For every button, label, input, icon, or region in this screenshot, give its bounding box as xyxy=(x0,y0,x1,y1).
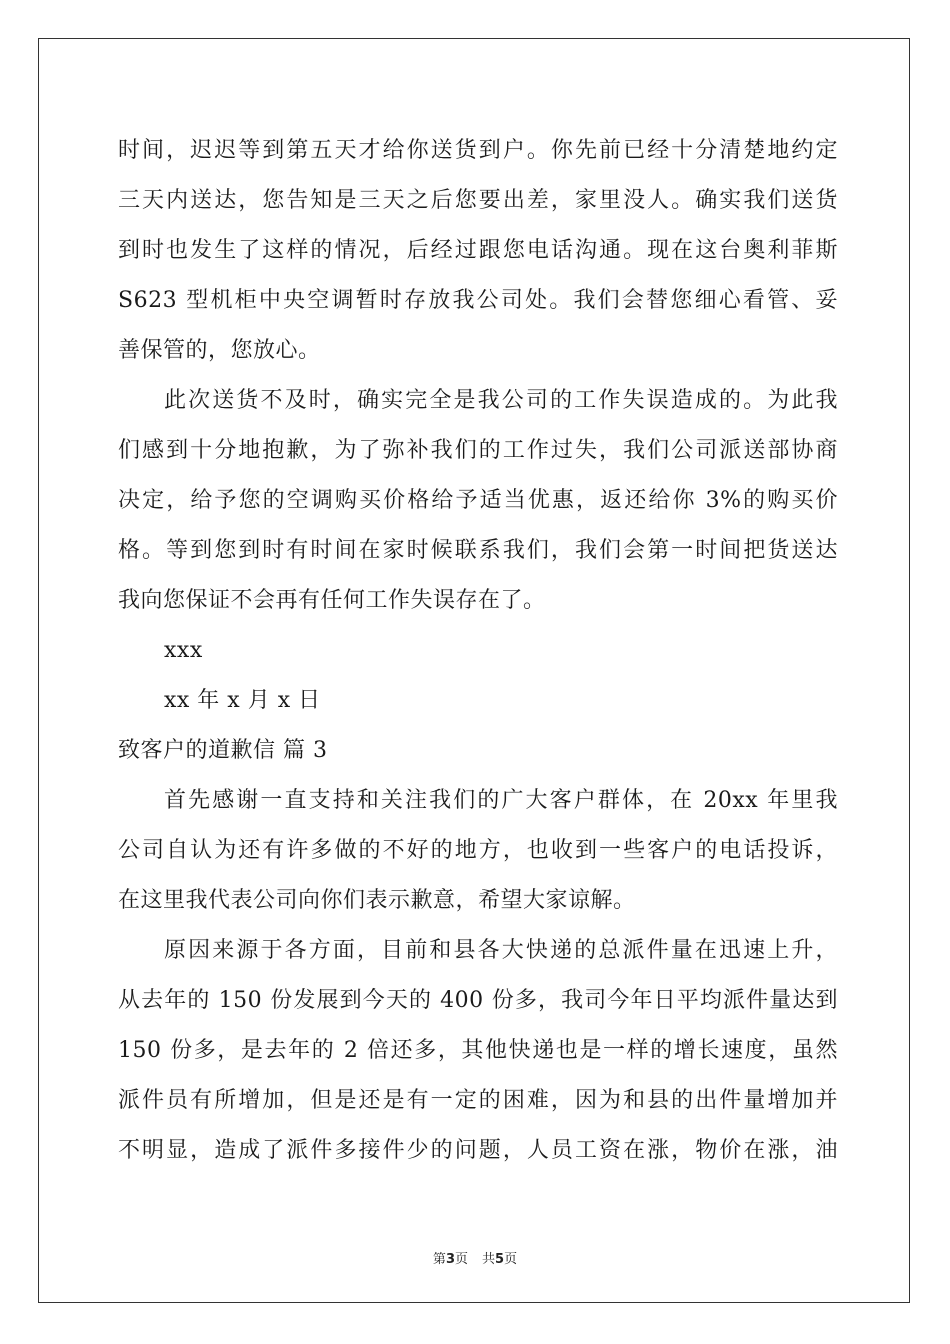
page-number: 3 xyxy=(445,1252,455,1267)
signature-name: xxx xyxy=(164,638,203,663)
text-line: 时间，迟迟等到第五天才给你送货到户。你先前已经十分清楚地约定 xyxy=(118,138,838,163)
text-line: S623 型机柜中央空调暂时存放我公司处。我们会替您细心看管、妥 xyxy=(118,288,838,313)
text-line: 善保管的，您放心。 xyxy=(118,338,321,363)
page-label-prefix: 第 xyxy=(432,1252,446,1267)
text-line: 在这里我代表公司向你们表示歉意，希望大家谅解。 xyxy=(118,888,636,913)
text-line: 派件员有所增加，但是还是有一定的困难，因为和县的出件量增加并 xyxy=(118,1088,838,1113)
paragraph-first-line: 原因来源于各方面，目前和县各大快递的总派件量在迅速上升， xyxy=(164,938,838,963)
text-line: 我向您保证不会再有任何工作失误存在了。 xyxy=(118,588,546,613)
total-label-suffix: 页 xyxy=(504,1252,518,1267)
text-line: 三天内送达，您告知是三天之后您要出差，家里没人。确实我们送货 xyxy=(118,188,838,213)
signature-date: xx 年 x 月 x 日 xyxy=(164,688,321,713)
page-label-suffix: 页 xyxy=(454,1252,468,1267)
text-line: 从去年的 150 份发展到今天的 400 份多，我司今年日平均派件量达到 xyxy=(118,988,838,1013)
total-pages: 5 xyxy=(495,1252,505,1267)
document-body xyxy=(118,126,838,1176)
page-footer xyxy=(0,1248,950,1267)
text-line: 格。等到您到时有时间在家时候联系我们，我们会第一时间把货送达 xyxy=(118,538,838,563)
text-line: 到时也发生了这样的情况，后经过跟您电话沟通。现在这台奥利菲斯 xyxy=(118,238,838,263)
text-line: 决定，给予您的空调购买价格给予适当优惠，返还给你 3%的购买价 xyxy=(118,488,838,513)
total-label-prefix: 共 xyxy=(482,1252,496,1267)
section-heading: 致客户的道歉信 篇 3 xyxy=(118,738,328,763)
text-line: 公司自认为还有许多做的不好的地方，也收到一些客户的电话投诉， xyxy=(118,838,838,863)
paragraph-first-line: 此次送货不及时，确实完全是我公司的工作失误造成的。为此我 xyxy=(164,388,838,413)
text-line: 不明显，造成了派件多接件少的问题，人员工资在涨，物价在涨，油 xyxy=(118,1138,838,1163)
paragraph-first-line: 首先感谢一直支持和关注我们的广大客户群体，在 20xx 年里我 xyxy=(164,788,838,813)
text-line: 150 份多，是去年的 2 倍还多，其他快递也是一样的增长速度，虽然 xyxy=(118,1038,838,1063)
text-line: 们感到十分地抱歉，为了弥补我们的工作过失，我们公司派送部协商 xyxy=(118,438,838,463)
